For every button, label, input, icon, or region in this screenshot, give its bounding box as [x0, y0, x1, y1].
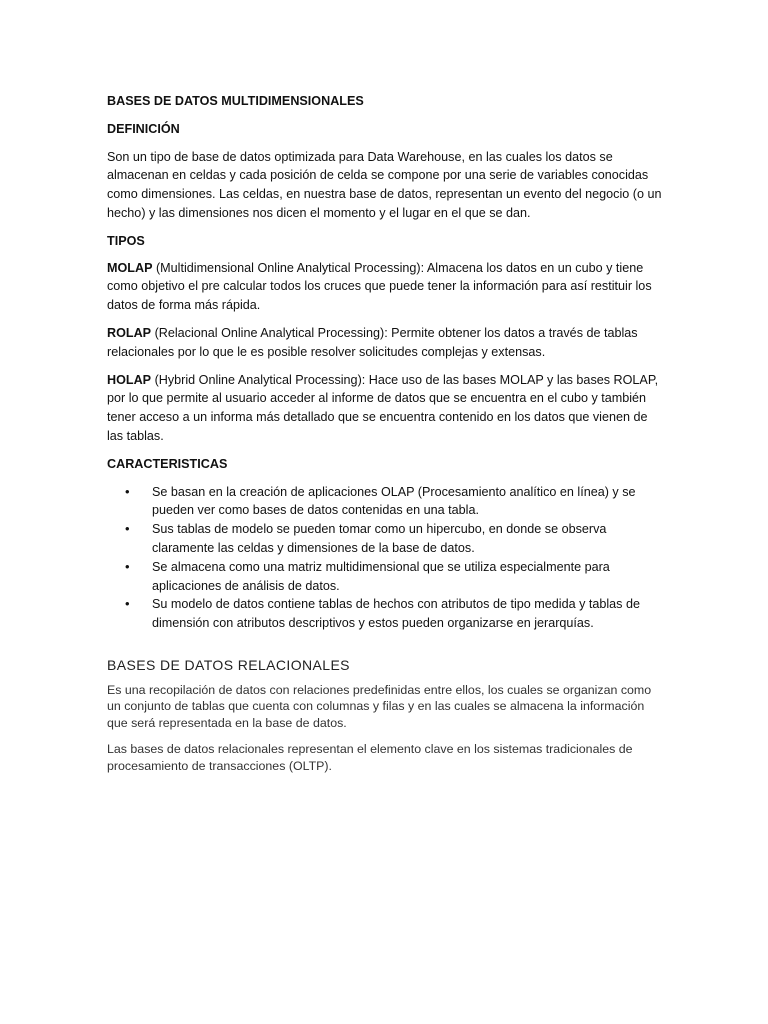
bullet-icon: •: [125, 596, 130, 612]
definicion-heading: DEFINICIÓN: [107, 121, 180, 136]
relacionales-paragraph-2: Las bases de datos relacionales representan el elemento clave en los sistemas tradicionales de procesamiento de transacciones (OLTP).: [107, 742, 633, 773]
relacionales-heading: BASES DE DATOS RELACIONALES: [107, 656, 350, 673]
tipos-heading: TIPOS: [107, 233, 145, 248]
tipo-expansion: (Relacional Online Analytical Processing): [151, 325, 385, 340]
list-item-text: Se almacena como una matriz multidimensional que se utiliza especialmente para aplicaciones de análisis de datos.: [152, 559, 610, 593]
tipo-name: HOLAP: [107, 372, 152, 387]
bullet-icon: •: [125, 521, 130, 537]
tipo-molap: [107, 259, 663, 315]
tipo-name: MOLAP: [107, 260, 153, 275]
bullet-icon: •: [125, 483, 130, 499]
tipo-rolap: [107, 324, 663, 362]
tipo-expansion: (Hybrid Online Analytical Processing): [151, 372, 362, 387]
tipo-holap: [107, 371, 663, 446]
list-item: [107, 595, 663, 633]
caracteristicas-list: [107, 483, 663, 633]
relacionales-paragraph-1: Es una recopilación de datos con relaciones predefinidas entre ellos, los cuales se organizan como un conjunto de tablas que cuenta con columnas y filas y en las cuales se almacena la información que será representada en la base de datos.: [107, 682, 652, 730]
list-item-text: Se basan en la creación de aplicaciones OLAP (Procesamiento analítico en línea) y se pueden ver como bases de datos contenidas en una tabla.: [152, 484, 636, 518]
relacionales-section: [107, 657, 663, 775]
document-title: BASES DE DATOS MULTIDIMENSIONALES: [107, 94, 364, 108]
tipo-description: : Almacena los datos en un cubo y tiene como objetivo el pre calcular todos los cruces que puede tener la información para así restituir los datos de forma más rápida.: [107, 260, 652, 313]
list-item: [107, 558, 663, 596]
tipo-expansion: (Multidimensional Online Analytical Processing): [152, 260, 421, 275]
list-item-text: Sus tablas de modelo se pueden tomar como un hipercubo, en donde se observa claramente las celdas y dimensiones de la base de datos.: [152, 522, 607, 555]
list-item: [107, 520, 663, 558]
list-item: [107, 483, 663, 521]
caracteristicas-heading: CARACTERISTICAS: [107, 456, 228, 471]
bullet-icon: •: [125, 558, 130, 574]
list-item-text: Su modelo de datos contiene tablas de hechos con atributos de tipo medida y tablas de dimensión con atributos descriptivos y estos pueden organizarse en jerarquías.: [152, 597, 640, 631]
document-page: [107, 92, 663, 784]
tipo-description: : Permite obtener los datos a través de tablas relacionales por lo que le es posible resolver solicitudes complejas y extensas.: [107, 325, 638, 359]
multidimensional-section: [107, 92, 663, 633]
tipo-description: : Hace uso de las bases MOLAP y las bases ROLAP, por lo que permite al usuario acceder al informe de datos que se encuentra en el cubo y también tener acceso a un informa más detallado que se encuentra contenido en los datos que vienen de las tablas.: [107, 372, 659, 443]
tipo-name: ROLAP: [107, 325, 152, 340]
definicion-paragraph: Son un tipo de base de datos optimizada para Data Warehouse, en las cuales los datos se almacenan en celdas y cada posición de celda se compone por una serie de variables conocidas como dimensiones. Las celdas, en nuestra base de datos, representan un evento del negocio (o un hecho) y las dimensiones nos dicen el momento y el lugar en el que se dan.: [107, 149, 662, 220]
